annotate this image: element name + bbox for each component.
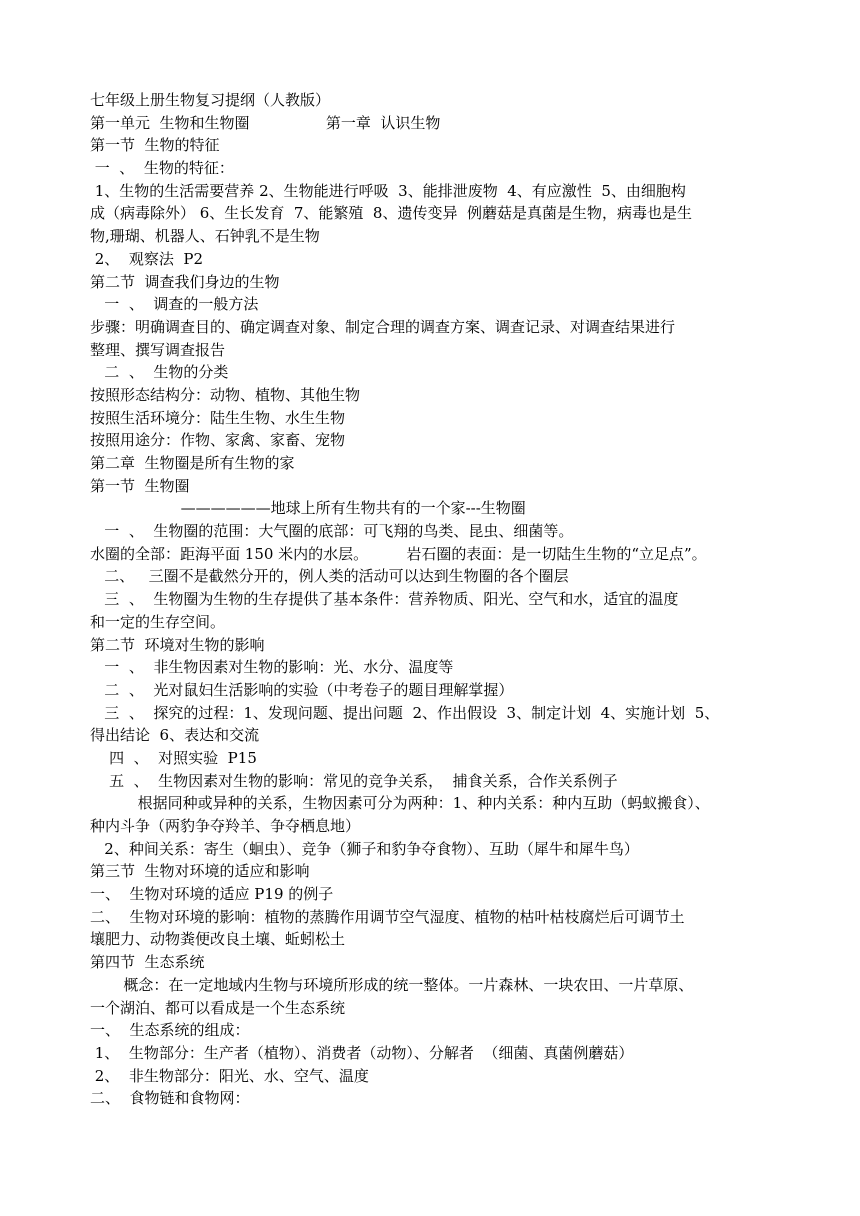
subsection-heading: 一、 生态系统的组成： <box>90 1021 250 1040</box>
text-line: 种内斗争（两豹争夺羚羊、争夺栖息地） <box>90 817 361 835</box>
text-line: 物,珊瑚、机器人、石钟乳不是生物 <box>90 227 320 246</box>
text-line: 一 、 非生物因素对生物的影响：光、水分、温度等 <box>90 658 454 677</box>
text-line: 按照用途分：作物、家禽、家畜、宠物 <box>90 431 346 450</box>
text-line: 步骤：明确调查目的、确定调查对象、制定合理的调查方案、调查记录、对调查结果进行 <box>90 317 676 336</box>
doc-title: 七年级上册生物复习提纲（人教版） <box>90 91 331 109</box>
unit-chapter-heading: 第一单元 生物和生物圈 第一章 认识生物 <box>90 113 441 132</box>
section-heading: 第一节 生物圈 <box>90 476 190 495</box>
text-line: 1、生物的生活需要营养 2、生物能进行呼吸 3、能排泄废物 4、有应激性 5、由细胞构 <box>90 181 686 200</box>
text-line: 得出结论 6、表达和交流 <box>90 726 260 745</box>
text-line: 按照形态结构分：动物、植物、其他生物 <box>90 385 361 404</box>
text-line: 三 、 生物圈为生物的生存提供了基本条件：营养物质、阳光、空气和水，适宜的温度 <box>90 590 679 609</box>
text-line: 一个湖泊、都可以看成是一个生态系统 <box>90 998 346 1017</box>
subsection-heading: 一 、 调查的一般方法 <box>90 295 259 314</box>
text-line: 概念：在一定地域内生物与环境所形成的统一整体。一片森林、一块农田、一片草原、 <box>90 975 694 994</box>
text-line: 根据同种或异种的关系，生物因素可分为两种：1、种内关系：种内互助（蚂蚁搬食）、 <box>90 794 710 813</box>
document-page <box>90 89 780 1110</box>
section-heading: 第一节 生物的特征 <box>90 136 220 155</box>
subsection-heading: 二 、 生物的分类 <box>90 363 229 382</box>
text-line: 2、种间关系：寄生（蛔虫）、竞争（狮子和豹争夺食物）、互助（犀牛和犀牛鸟） <box>90 839 639 858</box>
text-line: ——————地球上所有生物共有的一个家---生物圈 <box>90 499 526 518</box>
text-line: 一、 生物对环境的适应 P19 的例子 <box>90 885 334 904</box>
section-heading: 第二节 调查我们身边的生物 <box>90 272 280 291</box>
text-line: 壤肥力、动物粪便改良土壤、蚯蚓松土 <box>90 930 346 949</box>
text-line: 四 、 对照实验 P15 <box>90 748 257 767</box>
text-line: 1、 生物部分：生产者（植物）、消费者（动物）、分解者 （细菌、真菌例蘑菇） <box>90 1043 634 1062</box>
text-line: 按照生活环境分：陆生生物、水生生物 <box>90 408 346 427</box>
text-line: 一 、 生物圈的范围：大气圈的底部：可飞翔的鸟类、昆虫、细菌等。 <box>90 522 574 541</box>
section-heading: 第四节 生态系统 <box>90 953 205 972</box>
section-heading: 第三节 生物对环境的适应和影响 <box>90 862 310 881</box>
text-line: 2、 非生物部分：阳光、水、空气、温度 <box>90 1066 369 1085</box>
text-line: 水圈的全部：距海平面 150 米内的水层。 岩石圈的表面：是一切陆生生物的“立足点”。 <box>90 544 707 563</box>
text-line: 和一定的生存空间。 <box>90 612 226 631</box>
text-line: 成（病毒除外） 6、生长发育 7、能繁殖 8、遗传变异 例蘑菇是真菌是生物，病毒也是生 <box>90 204 693 223</box>
section-heading: 第二节 环境对生物的影响 <box>90 635 265 654</box>
text-line: 二、 三圈不是截然分开的，例人类的活动可以达到生物圈的各个圈层 <box>90 567 569 586</box>
text-line: 2、 观察法 P2 <box>90 249 204 268</box>
text-line: 二 、 光对鼠妇生活影响的实验（中考卷子的题目理解掌握） <box>90 680 514 699</box>
chapter-heading: 第二章 生物圈是所有生物的家 <box>90 454 295 472</box>
text-line: 三 、 探究的过程：1、发现问题、提出问题 2、作出假设 3、制定计划 4、实施计划 5、 <box>90 703 720 722</box>
text-line: 二、 生物对环境的影响：植物的蒸腾作用调节空气湿度、植物的枯叶枯枝腐烂后可调节土 <box>90 907 685 926</box>
text-line: 五 、 生物因素对生物的影响：常见的竞争关系， 捕食关系，合作关系例子 <box>90 771 618 790</box>
subsection-heading: 二、 食物链和食物网： <box>90 1089 250 1108</box>
subsection-heading: 一 、 生物的特征： <box>90 159 234 178</box>
text-line: 整理、撰写调查报告 <box>90 340 226 359</box>
